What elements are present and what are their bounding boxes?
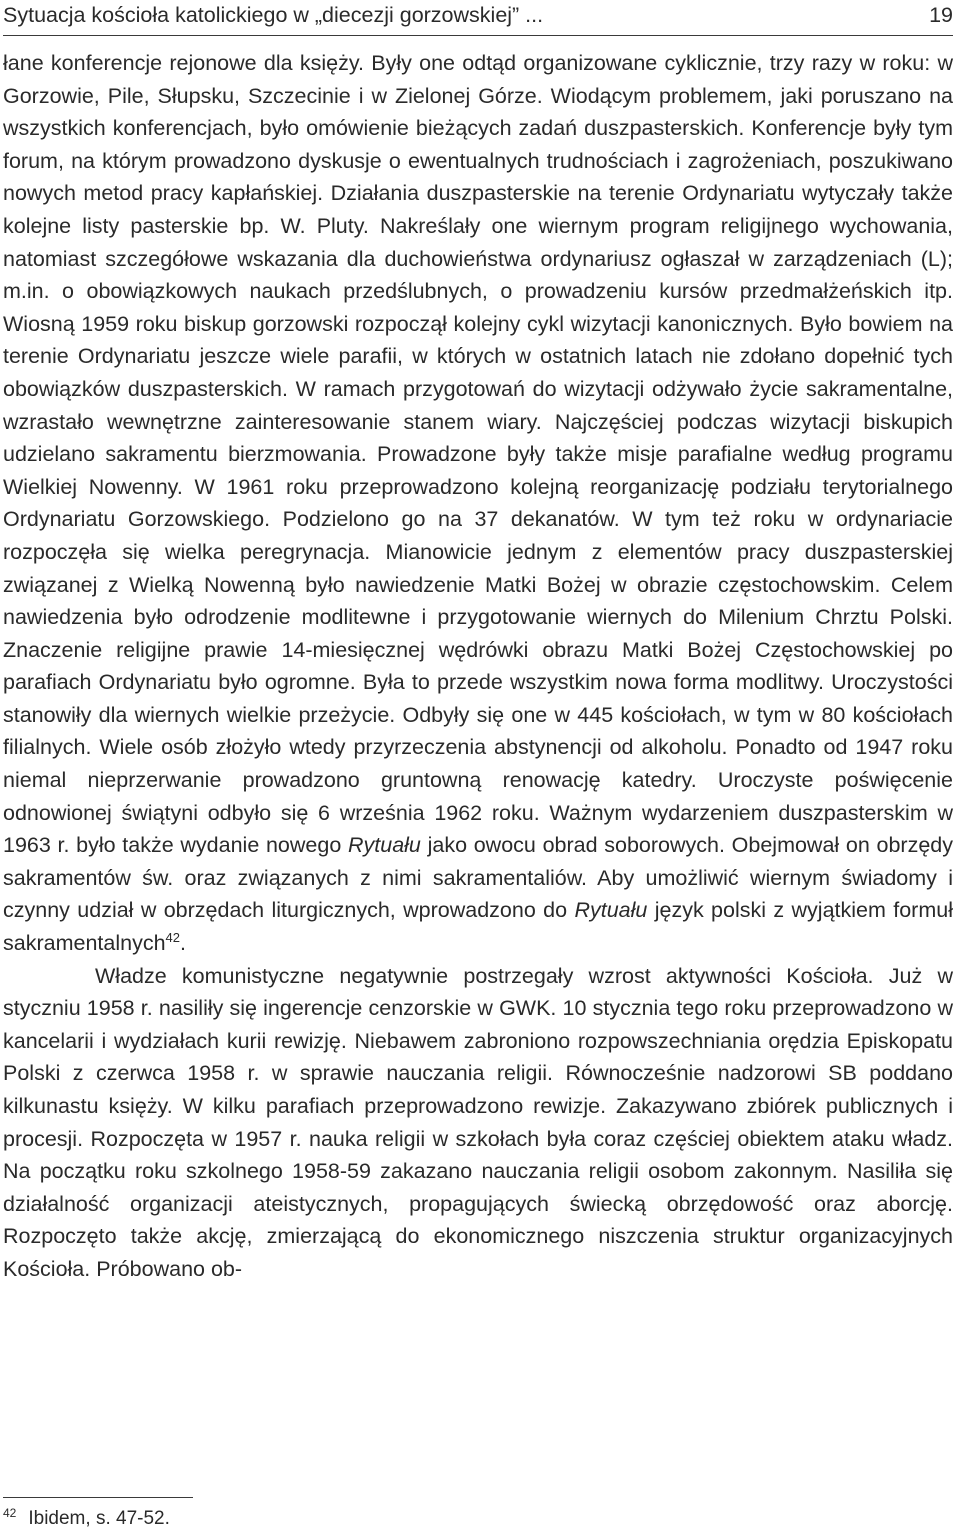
footnote-rule — [3, 1497, 193, 1498]
text-run: Władze komunistyczne negatywnie postrzegały wzrost aktywności Kościoła. Już w styczniu 1958 r. nasiliły się ingerencje cenzorskie w GWK. 10 stycznia tego roku przeprowadzono w kancelarii i wydziałach kurii rewizję. Niebawem zabroniono rozpowszechniania orędzia Episkopatu Polski z czerwca 1958 r. w sprawie nauczania religii. Równocześnie nadzorowi SB poddano kilkunastu księży. W kilku parafiach przeprowadzono rewizje. Zakazywano zbiórek publicznych i procesji. Rozpoczęta w 1957 r. nauka religii w szkołach była coraz częściej obiektem ataku władz. Na początku roku szkolnego 1958-59 zakazano nauczania religii osobom zakonnym. Nasiliła się działalność organizacji ateistycznych, propagujących świecką obrzędowość oraz aborcję. Rozpoczęto także akcję, zmierzającą do ekonomicznego niszczenia struktur organizacyjnych Kościoła. Próbowano ob- — [3, 963, 953, 1281]
paragraph — [3, 47, 953, 960]
footnote-number: 42 — [3, 1506, 17, 1520]
text-run: . — [180, 931, 186, 956]
text-run: język polski z wyjątkiem formuł sakramentalnych — [3, 898, 953, 956]
footnote-text: Ibidem, s. 47-52. — [28, 1508, 170, 1529]
header-rule — [3, 35, 953, 36]
running-header — [3, 0, 953, 30]
paragraph — [3, 960, 953, 1286]
text-run: jako owocu obrad soborowych. Obejmował on obrzędy sakramentów św. oraz związanych z nimi sakramentaliów. Aby umożliwić wiernym świadomy i czynny udział w obrzędach liturgicznych, wprowadzono do — [3, 833, 953, 923]
page-number: 19 — [929, 3, 953, 27]
footnote — [3, 1500, 170, 1532]
italic-text: Rytuału — [347, 833, 421, 858]
text-run: łane konferencje rejonowe dla księży. Były one odtąd organizowane cyklicznie, trzy razy w roku: w Gorzowie, Pile, Słupsku, Szczecinie i w Zielonej Górze. Wiodącym problemem, jaki poruszano na wszystkich konferencjach, było omówienie bieżących zadań duszpasterskich. Konferencje były tym forum, na którym prowadzono dyskusje o ewentualnych trudnościach i zagrożeniach, poszukiwano nowych metod pracy kapłańskiej. Działania duszpasterskie na terenie Ordynariatu wytyczały także kolejne listy pasterskie bp. W. Pluty. Nakreślały one wiernym program religijnego wychowania, natomiast szczegółowe wskazania dla duchowieństwa ordynariusz ogłaszał w zarządzeniach (L); m.in. o obowiązkowych naukach przedślubnych, o prowadzeniu kursów przedmałżeńskich itp. Wiosną 1959 roku biskup gorzowski rozpoczął kolejny cykl wizytacji kanonicznych. Było bowiem na terenie Ordynariatu jeszcze wiele parafii, w których w ostatnich latach nie zdołano dopełnić tych obowiązków duszpasterskich. W ramach przygotowań do wizytacji odżywało życie sakramentalne, wzrastało wewnętrzne zainteresowanie stanem wiary. Najczęściej podczas wizytacji biskupich udzielano sakramentu bierzmowania. Prowadzone były także misje parafialne według programu Wielkiej Nowenny. W 1961 roku przeprowadzono kolejną reorganizację podziału terytorialnego Ordynariatu Gorzowskiego. Podzielono go na 37 dekanatów. W tym też roku w ordynariacie rozpoczęła się wielka peregrynacja. Mianowicie jednym z elementów pracy duszpasterskiej związanej z Wielką Nowenną było nawiedzenie Matki Bożej w obrazie częstochowskim. Celem nawiedzenia było odrodzenie modlitewne i przygotowanie wiernych do Milenium Chrztu Polski. Znaczenie religijne prawie 14-miesięcznej wędrówki obrazu Matki Bożej Częstochowskiej po parafiach Ordynariatu było ogromne. Była to przede wszystkim nowa forma modlitwy. Uroczystości stanowiły dla wiernych wielkie przeżycie. Odbyły się one w 445 kościołach, w tym w 80 kościołach filialnych. Wiele osób złożyło wtedy przyrzeczenia abstynencji od alkoholu. Ponadto od 1947 roku niemal nieprzerwanie prowadzono gruntowną renowację katedry. Uroczyste poświęcenie odnowionej świątyni odbyło się 6 września 1962 roku. Ważnym wydarzeniem duszpasterskim w 1963 r. było także wydanie nowego — [3, 51, 953, 858]
italic-text: Rytuału — [574, 898, 648, 923]
footnote-reference: 42 — [165, 930, 180, 946]
running-title: Sytuacja kościoła katolickiego w „diecezji gorzowskiej” ... — [3, 3, 544, 27]
main-text — [3, 47, 953, 1286]
